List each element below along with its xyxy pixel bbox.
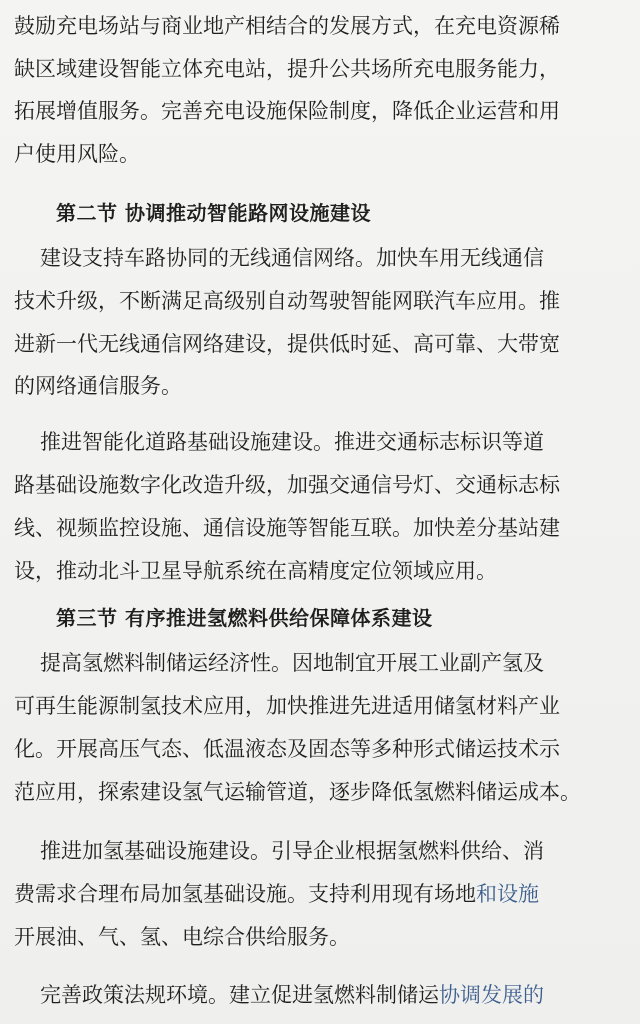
- text-line: 路基础设施数字化改造升级，加强交通信号灯、交通标志标: [14, 473, 560, 497]
- text-line: 线、视频监控设施、通信设施等智能互联。加快差分基站建: [14, 516, 560, 540]
- blue-ink-fragment: 和设施: [476, 882, 539, 906]
- text-line: 技术升级，不断满足高级别自动驾驶智能网联汽车应用。推: [14, 289, 560, 313]
- text-line: 户使用风险。: [14, 142, 140, 166]
- text-fragment: 费需求合理布局加氢基础设施。支持利用现有场地: [14, 882, 476, 906]
- section-heading: 第二节 协调推动智能路网设施建设: [56, 201, 371, 225]
- text-line: 提高氢燃料制储运经济性。因地制宜开展工业副产氢及: [40, 651, 544, 675]
- text-line: 拓展增值服务。完善充电设施保险制度，降低企业运营和用: [14, 99, 560, 123]
- text-line: 建设支持车路协同的无线通信网络。加快车用无线通信: [40, 246, 544, 270]
- text-line: 推进加氢基础设施建设。引导企业根据氢燃料供给、消: [40, 839, 544, 863]
- text-line: 设，推动北斗卫星导航系统在高精度定位领域应用。: [14, 559, 497, 583]
- text-fragment: 完善政策法规环境。建立促进氢燃料制储运: [40, 983, 439, 1007]
- text-line: 缺区域建设智能立体充电站，提升公共场所充电服务能力，: [14, 57, 560, 81]
- text-line: [40, 975, 640, 1015]
- text-line: 可再生能源制氢技术应用，加快推进先进适用储氢材料产业: [14, 694, 560, 718]
- text-line: 进新一代无线通信网络建设，提供低时延、高可靠、大带宽: [14, 332, 560, 356]
- text-line: 化。开展高压气态、低温液态及固态等多种形式储运技术示: [14, 737, 560, 761]
- section-heading: 第三节 有序推进氢燃料供给保障体系建设: [56, 606, 433, 630]
- text-line: 的网络通信服务。: [14, 374, 182, 398]
- blue-ink-fragment: 协调发展的: [439, 983, 544, 1007]
- text-line: 推进智能化道路基础设施建设。推进交通标志标识等道: [40, 430, 544, 454]
- text-line: 开展油、气、氢、电综合供给服务。: [14, 925, 350, 949]
- text-line: 鼓励充电场站与商业地产相结合的发展方式，在充电资源稀: [14, 14, 560, 38]
- text-line: [14, 874, 640, 914]
- text-line: 范应用，探索建设氢气运输管道，逐步降低氢燃料储运成本。: [14, 780, 581, 804]
